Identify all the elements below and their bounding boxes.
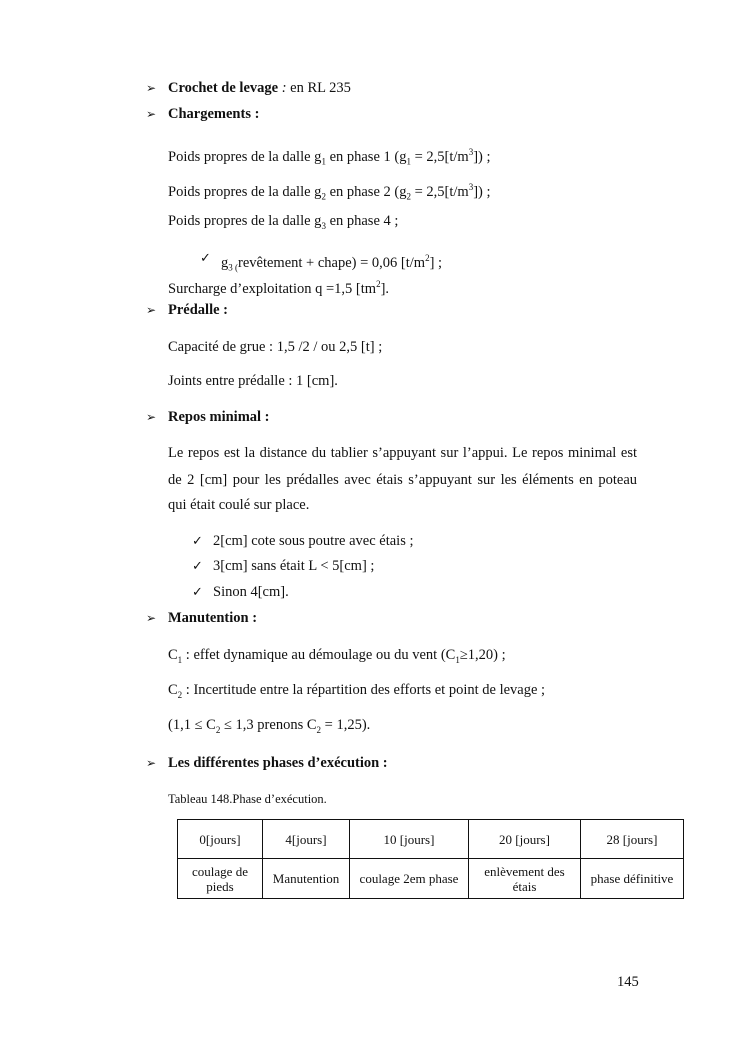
arrow-bullet-icon: ➢: [146, 303, 157, 317]
list-item: 2[cm] cote sous poutre avec étais ;: [213, 533, 414, 549]
paragraph-g2: Poids propres de la dalle $g_2$ en phase 2 $(g_2 = 2,5[t/m^3])$ ;: [168, 182, 491, 202]
paragraph-c2: $C_2$ : Incertitude entre la répartition des efforts et point de levage ;: [168, 682, 546, 700]
list-item: 3[cm] sans était L < 5[cm] ;: [213, 558, 375, 574]
section-text: en RL 235: [286, 80, 351, 96]
header-cell: 0[jours]: [178, 820, 263, 859]
section-repos: Repos minimal :: [168, 409, 270, 425]
page-number: 145: [617, 974, 639, 990]
arrow-bullet-icon: ➢: [146, 81, 157, 95]
checkmark-icon: ✓: [200, 250, 211, 265]
header-cell: 20 [jours]: [469, 820, 581, 859]
paragraph-c1: $C_1$ : effet dynamique au démoulage ou du vent $(C_1\ge 1,20)$ ;: [168, 647, 506, 665]
checkmark-icon: ✓: [192, 533, 203, 548]
table-caption: Tableau 148.Phase d’exécution.: [168, 792, 327, 806]
checkmark-icon: ✓: [192, 584, 203, 599]
list-item: Sinon 4[cm].: [213, 584, 289, 600]
paragraph-g3: Poids propres de la dalle $g_3$ en phase 4 ;: [168, 213, 399, 231]
table-header-row: [178, 820, 684, 859]
table-cell: enlèvement des étais: [469, 859, 581, 899]
section-chargements: Chargements :: [168, 106, 260, 122]
table-cell: coulage 2em phase: [350, 859, 469, 899]
section-predalle: Prédalle :: [168, 302, 228, 318]
table-cell: phase définitive: [581, 859, 684, 899]
section-manutention: Manutention :: [168, 610, 258, 626]
header-cell: 4[jours]: [263, 820, 350, 859]
paragraph-g1: Poids propres de la dalle $g_1$ en phase 1 $(g_1 = 2,5[t/m^3])$ ;: [168, 147, 491, 167]
arrow-bullet-icon: ➢: [146, 756, 157, 770]
arrow-bullet-icon: ➢: [146, 611, 157, 625]
table-cell: Manutention: [263, 859, 350, 899]
paragraph-repos-1: Le repos est la distance du tablier s’appuyant sur l’appui. Le repos minimal est: [168, 445, 637, 461]
table-row: [178, 859, 684, 899]
section-phases: Les différentes phases d’exécution :: [168, 755, 388, 771]
paragraph-surcharge: Surcharge d’exploitation q =1,5 $[tm^2]$.: [168, 279, 390, 297]
section-title: Crochet de levage: [168, 80, 279, 96]
phases-table: [177, 819, 684, 899]
list-item-g3: $g_{3 (}revêtement$ + chape) = 0,06 $[t/m^2]$ ;: [221, 253, 443, 273]
header-cell: 10 [jours]: [350, 820, 469, 859]
section-crochet: [168, 79, 351, 97]
paragraph-capacite: Capacité de grue : 1,5 /2 / ou 2,5 [t] ;: [168, 339, 383, 355]
arrow-bullet-icon: ➢: [146, 107, 157, 121]
separator: :: [278, 80, 287, 96]
paragraph-joints: Joints entre prédalle : 1 [cm].: [168, 373, 338, 389]
paragraph-repos-2: de 2 [cm] pour les prédalles avec étais s’appuyant sur les éléments en poteau: [168, 472, 637, 488]
checkmark-icon: ✓: [192, 558, 203, 573]
arrow-bullet-icon: ➢: [146, 410, 157, 424]
table-cell: coulage de pieds: [178, 859, 263, 899]
paragraph-c2-range: ($1,1 \le C_2 \le 1,3$ prenons $C_2 = 1,25$).: [168, 717, 371, 735]
paragraph-repos-3: qui était coulé sur place.: [168, 497, 310, 513]
header-cell: 28 [jours]: [581, 820, 684, 859]
